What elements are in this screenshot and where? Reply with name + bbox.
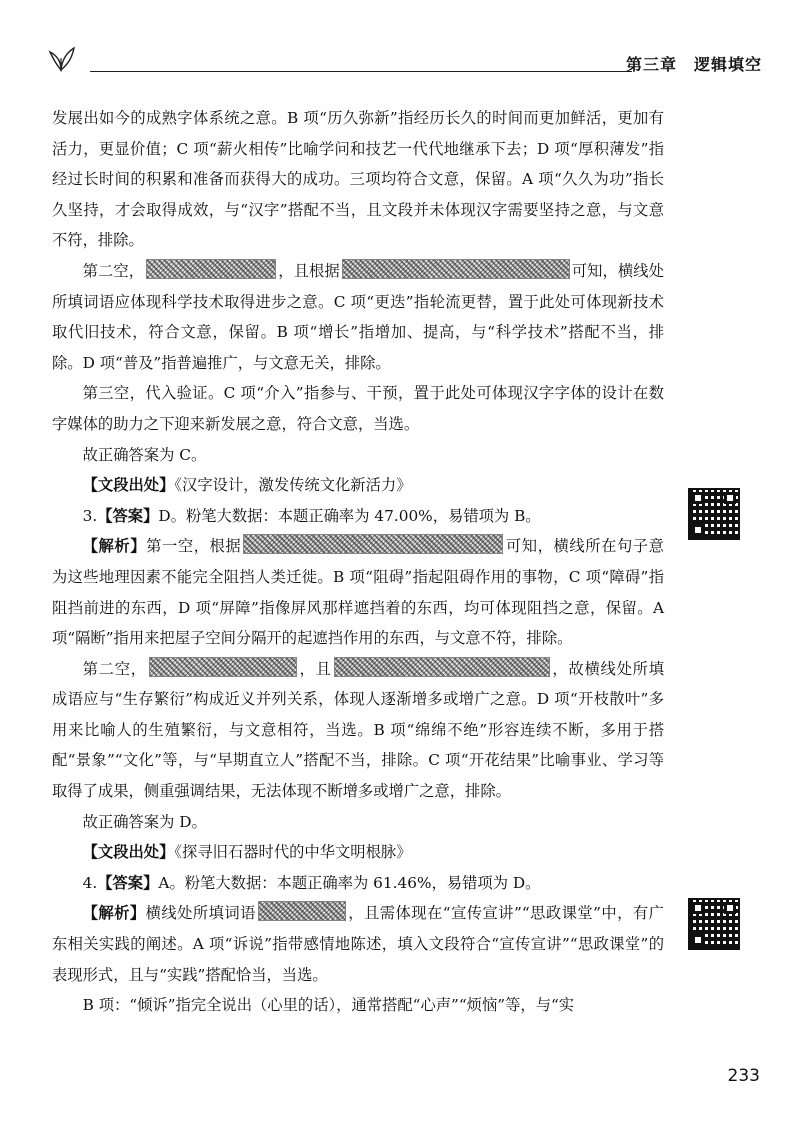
qr-code-icon[interactable]: [688, 488, 740, 540]
source-text: 《汉字设计，激发传统文化新活力》: [174, 476, 412, 495]
p8-text-c: ，故横线处所填成语应与“生存繁衍”构成近义并列关系，体现人逐渐增多或增广之意。D 项“开枝散叶”多用来比喻人的生殖繁衍，与文意相符，当选。B 项“绵绵不绝”形容连续不断，多用于搭配“景象”“文化”等，与“早期直立人”搭配不当，排除。C 项“开花结果”比喻事业、学习等取得了成果，侧重强调结果，无法体现不断增多或增广之意，排除。: [52, 659, 664, 801]
answer-label: 【答案】: [97, 873, 159, 892]
redacted-block: [243, 534, 503, 554]
answer-text: D。粉笔大数据：本题正确率为 47.00%，易错项为 B。: [158, 506, 541, 525]
page-content: [52, 103, 664, 1021]
analysis-3: [52, 531, 664, 653]
analysis-label: 【解析】: [82, 537, 147, 556]
paragraph-4: 故正确答案为 C。: [82, 445, 207, 464]
source-label: 【文段出处】: [82, 476, 175, 495]
paragraph-8: [52, 654, 664, 807]
redacted-block: [146, 259, 276, 279]
analysis-4: [52, 898, 664, 990]
paragraph-3: 第三空，代入验证。C 项“介入”指参与、干预，置于此处可体现汉字字体的设计在数字媒体的助力之下迎来新发展之意，符合文意，当选。: [52, 384, 664, 433]
redacted-block: [258, 901, 346, 921]
p2-text-b: ，且根据: [278, 261, 340, 280]
question-number: 4.: [82, 873, 98, 892]
answer-text: A。粉笔大数据：本题正确率为 61.46%，易错项为 D。: [158, 873, 541, 892]
paragraph-9: 故正确答案为 D。: [82, 812, 207, 831]
p7-text-b: 可知，横线所在句子意为这些地理因素不能完全阻挡人类迁徙。B 项“阻碍”指起阻碍作用的事物，C 项“障碍”指阻挡前进的东西，D 项“屏障”指像屏风那样遮挡着的东西，均可体现阻挡之意，保留。A 项“隔断”指用来把屋子空间分隔开的起遮挡作用的东西，与文意不符，排除。: [52, 537, 664, 648]
p7-text-a: 第一空，根据: [146, 537, 242, 556]
source-2: [52, 837, 664, 868]
leaf-icon: [44, 44, 78, 72]
paragraph-1: [52, 103, 664, 256]
source-text: 《探寻旧石器时代的中华文明根脉》: [174, 843, 412, 862]
redacted-block: [342, 259, 570, 279]
page-number: 233: [727, 1066, 760, 1086]
p12-text-a: 横线处所填词语: [145, 904, 256, 923]
chapter-title: 第三章 逻辑填空: [625, 55, 762, 74]
answer-3: [52, 501, 664, 532]
qr-code-icon[interactable]: [688, 898, 740, 950]
answer-4: [52, 868, 664, 899]
paragraph-13: B 项：“倾诉”指完全说出（心里的话），通常搭配“心声”“烦恼”等，与“实: [82, 996, 575, 1015]
analysis-label: 【解析】: [82, 904, 146, 923]
answer-label: 【答案】: [97, 506, 159, 525]
source-label: 【文段出处】: [82, 843, 175, 862]
source-1: [52, 470, 664, 501]
redacted-block: [334, 657, 550, 677]
header-rule: [90, 71, 632, 72]
paragraph-2: [52, 256, 664, 378]
page-header: [40, 38, 762, 78]
p8-text-b: ，且: [298, 659, 332, 678]
p2-text-c: 可知，横线处所填词语应体现科学技术取得进步之意。C 项“更迭”指轮流更替，置于此处可体现新技术取代旧技术，符合文意，保留。B 项“增长”指增加、提高，与“科学技术”搭配不当，排除。D 项“普及”指普遍推广，与文意无关，排除。: [52, 261, 664, 372]
p2-text-a: 第二空，: [82, 261, 145, 280]
paragraph-1-text: 发展出如今的成熟字体系统之意。B 项“历久弥新”指经历长久的时间而更加鲜活，更加有活力，更显价值；C 项“薪火相传”比喻学问和技艺一代代地继承下去；D 项“厚积薄发”指经过长时间的积累和准备而获得大的成功。三项均符合文意，保留。A 项“久久为功”指长久坚持，才会取得成效，与“汉字”搭配不当，且文段并未体现汉字需要坚持之意，与文意不符，排除。: [52, 109, 664, 250]
p12-text-b: ，且需体现在“宣传宣讲”“思政课堂”中，有广东相关实践的阐述。A 项“诉说”指带感情地陈述，填入文段符合“宣传宣讲”“思政课堂”的表现形式，且与“实践”搭配恰当，当选。: [52, 904, 664, 984]
question-number: 3.: [82, 506, 98, 525]
redacted-block: [149, 657, 297, 677]
p8-text-a: 第二空，: [82, 659, 147, 678]
